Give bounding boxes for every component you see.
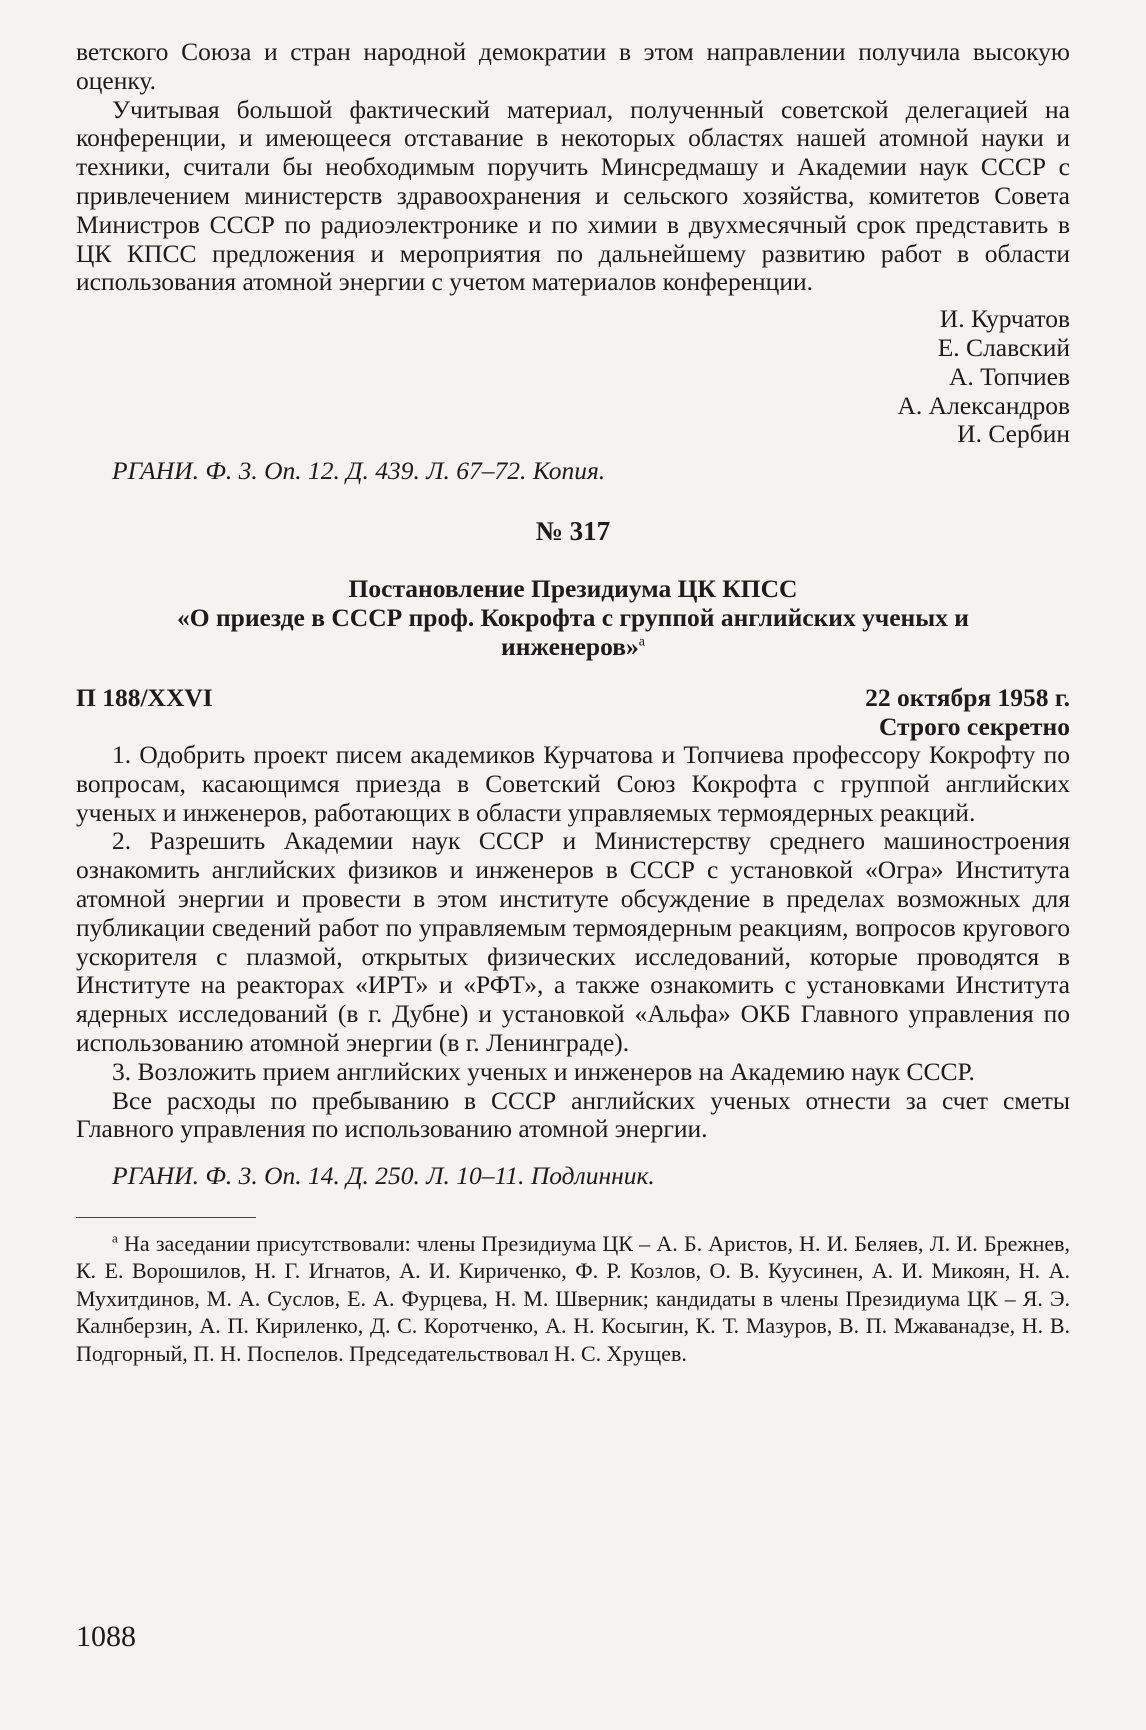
- signatures-block: [76, 305, 1070, 449]
- signer: Е. Славский: [937, 332, 1070, 362]
- archive-source-2: РГАНИ. Ф. 3. Оп. 14. Д. 250. Л. 10–11. Подлинник.: [112, 1161, 655, 1191]
- document-page: [76, 38, 1070, 1367]
- classification-stamp: Строго секретно: [878, 711, 1070, 741]
- body-paragraph-2: 2. Разрешить Академии наук СССР и Министерству среднего машиностроения ознакомить английских физиков и инженеров в СССР с установкой «Огра» Института атомной энергии и провести в этом институте обсуждение в пределах возможных для публикации сведений работ по управляемым термоядерным реакциям, вопросов кругового ускорителя с плазмой, открытых физических исследований, которые проводятся в Институте на реакторах «ИРТ» и «РФТ», а также ознакомить с установками Института ядерных исследований (в г. Дубне) и установкой «Альфа» ОКБ Главного управления по использованию атомной энергии (в г. Ленинграде).: [76, 826, 1070, 1057]
- footnote-marker: а: [112, 1230, 118, 1246]
- document-title: [76, 574, 1070, 661]
- title-footnote-marker: а: [638, 634, 645, 650]
- document-title-line-1: Постановление Президиума ЦК КПСС: [348, 573, 798, 603]
- document-number: № 317: [535, 515, 611, 546]
- footnote: [76, 1230, 1070, 1368]
- document-date: 22 октября 1958 г.: [865, 682, 1070, 712]
- signer: И. Курчатов: [939, 304, 1070, 334]
- archive-source-1: РГАНИ. Ф. 3. Оп. 12. Д. 439. Л. 67–72. Копия.: [112, 456, 606, 486]
- signer: А. Александров: [897, 390, 1070, 420]
- intro-paragraph-proposal: Учитывая большой фактический материал, полученный советской делегацией на конференции, и имеющееся отставание в некоторых областях нашей атомной науки и техники, считали бы необходимым поручить Минсредмашу и Академии наук СССР с привлечением министерств здравоохранения и сельского хозяйства, комитетов Совета Министров СССР по радиоэлектронике и по химии в двухмесячный срок представить в ЦК КПСС предложения и мероприятия по дальнейшему развитию работ в области использования атомной энергии с учетом материалов конференции.: [76, 94, 1070, 297]
- footnote-text: На заседании присутствовали: члены Президиума ЦК – А. Б. Аристов, Н. И. Беляев, Л. И. Брежнев, К. Е. Ворошилов, Н. Г. Игнатов, А. И. Кириченко, Ф. Р. Козлов, О. В. Куусинен, А. И. Микоян, Н. А. Мухитдинов, М. А. Суслов, Е. А. Фурцева, Н. М. Шверник; кандидаты в члены Президиума ЦК – Я. Э. Калнберзин, А. П. Кириленко, Д. С. Коротченко, А. Н. Косыгин, К. Т. Мазуров, В. П. Мжаванадзе, Н. В. Подгорный, П. Н. Поспелов. Председательствовал Н. С. Хрущев.: [76, 1230, 1070, 1366]
- body-paragraph-4: Все расходы по пребыванию в СССР английских ученых отнести за счет сметы Главного управления по использованию атомной энергии.: [76, 1085, 1070, 1144]
- page-number: 1088: [76, 1620, 136, 1653]
- footnote-divider: [76, 1217, 256, 1218]
- signer: А. Топчиев: [948, 361, 1070, 391]
- signer: И. Сербин: [957, 419, 1070, 449]
- document-title-text: «О приезде в СССР проф. Кокрофта с группой английских ученых и инженеров»: [177, 602, 969, 661]
- body-paragraph-1: 1. Одобрить проект писем академиков Курчатова и Топчиева профессору Кокрофту по вопросам, касающимся приезда в Советский Союз Кокрофта с группой английских ученых и инженеров, работающих в области управляемых термоядерных реакций.: [76, 739, 1070, 827]
- document-meta-row: [76, 683, 1070, 712]
- body-paragraph-3: 3. Возложить прием английских ученых и инженеров на Академию наук СССР.: [112, 1056, 975, 1086]
- protocol-number: П 188/XXVI: [76, 682, 213, 712]
- document-title-line-2: [136, 603, 1010, 661]
- intro-paragraph-continuation: ветского Союза и стран народной демократии в этом направлении получила высокую оценку.: [76, 37, 1070, 95]
